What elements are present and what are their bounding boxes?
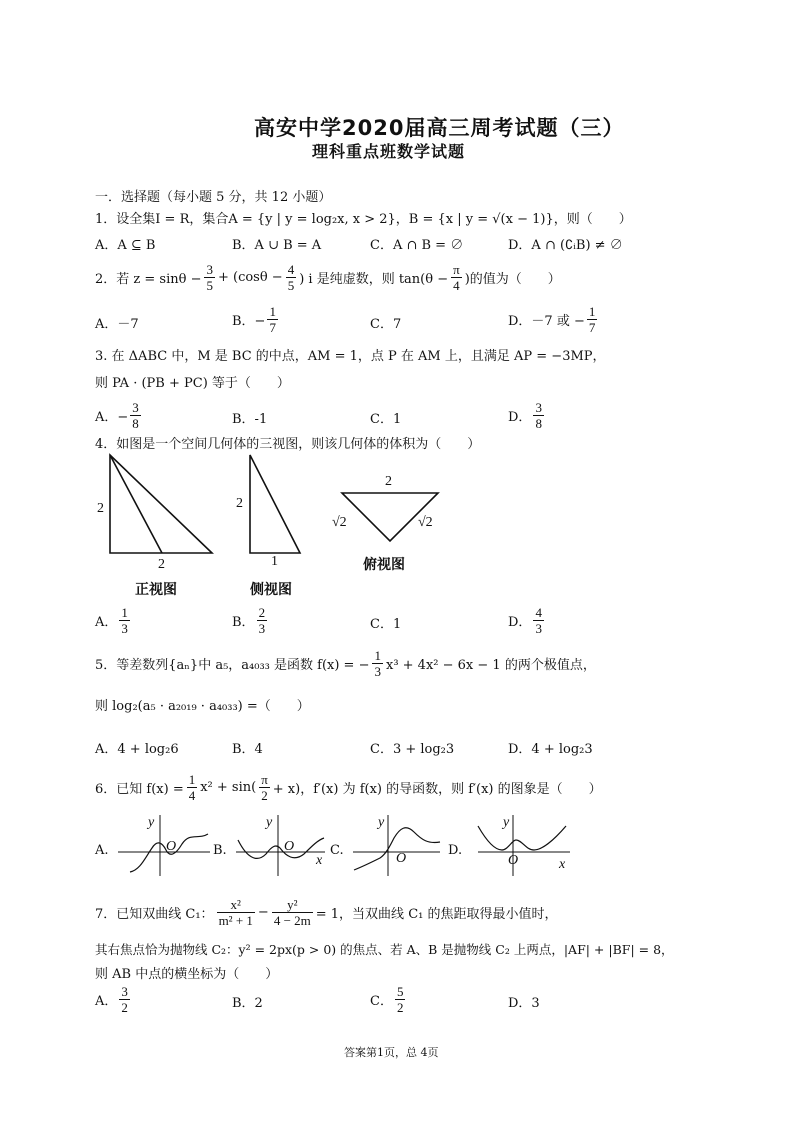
frac-den: 5	[206, 278, 213, 293]
q3-line1: 3. 在 ΔABC 中，M 是 BC 的中点，AM = 1，点 P 在 AM 上，且满足 AP = −3MP，	[95, 349, 606, 364]
q1-option-d: D．A ∩ (∁ᵢB) ≠ ∅	[508, 238, 623, 253]
front-view-inner-line	[110, 455, 162, 553]
option-text: A．	[95, 615, 118, 630]
frac-den: 3	[374, 664, 381, 679]
q7-stem-part: −	[257, 905, 269, 920]
page-title: 高安中学2020届高三周考试题（三）	[254, 116, 625, 140]
q1-option-b: B．A ∪ B = A	[232, 238, 322, 253]
option-fraction	[130, 400, 141, 431]
q7-stem	[95, 897, 558, 928]
q2-stem-part: )的值为（ ）	[464, 272, 561, 287]
frac-num: π	[453, 262, 460, 277]
frac-num: 4	[287, 262, 295, 277]
frac-num: 1	[188, 772, 196, 787]
q1-option-c: C．A ∩ B = ∅	[370, 238, 464, 253]
option-text: A．−	[95, 410, 129, 425]
q2-option-b	[232, 304, 278, 335]
q4-option-c: C．1	[370, 617, 402, 632]
frac-num: x²	[217, 897, 255, 913]
graph-d	[478, 815, 570, 876]
graph-b-y-label: y	[266, 815, 273, 830]
graph-b-origin: O	[284, 839, 295, 854]
q2-stem	[95, 262, 561, 293]
q5-stem	[95, 648, 596, 679]
frac-den: 4	[188, 788, 196, 803]
frac-num: 3	[121, 984, 128, 999]
q7-option-d: D．3	[508, 996, 540, 1011]
front-height-label: 2	[97, 501, 104, 516]
q6-graph-label-b: B.	[213, 843, 227, 858]
q7-stem-part: 7．已知双曲线 C₁：	[95, 907, 214, 922]
q5-fraction	[372, 648, 383, 679]
option-fraction	[587, 304, 598, 335]
q5-option-c: C．3 + log₂3	[370, 742, 455, 757]
graph-d-y-label: y	[503, 815, 510, 830]
frac-den: 2	[261, 788, 268, 803]
q4-option-d	[508, 605, 544, 636]
option-fraction	[267, 304, 278, 335]
q2-option-a: A．－7	[95, 317, 139, 332]
option-fraction	[257, 605, 268, 636]
q1-stem: 1．设全集I = R，集合A = {y | y = log₂x, x > 2}，B = {x | y = √(x − 1)}，则（ ）	[95, 212, 632, 227]
page-footer: 答案第1页，总 4页	[344, 1046, 439, 1059]
frac-den: m² + 1	[218, 913, 253, 928]
front-view-label: 正视图	[135, 582, 177, 598]
graph-b-x-label: x	[316, 853, 323, 868]
q6-graph-label-d: D.	[448, 843, 463, 858]
frac-num: 4	[535, 605, 542, 620]
q2-stem-part: + (cosθ −	[217, 270, 283, 285]
page-subtitle: 理科重点班数学试题	[312, 142, 466, 161]
q5-stem-part: x³ + 4x² − 6x − 1 的两个极值点，	[385, 658, 596, 673]
q5-option-b: B．4	[232, 742, 263, 757]
frac-den: 3	[258, 621, 266, 636]
frac-num: 1	[269, 304, 276, 319]
q6-fraction-2	[259, 772, 270, 803]
option-text: D．	[508, 615, 532, 630]
q4-stem: 4．如图是一个空间几何体的三视图，则该几何体的体积为（ ）	[95, 437, 481, 452]
option-fraction	[533, 605, 544, 636]
section-heading: 一．选择题（每小题 5 分，共 12 小题）	[95, 190, 332, 205]
q2-option-c: C．7	[370, 317, 402, 332]
frac-num: 3	[535, 400, 542, 415]
q2-fraction-1	[204, 262, 215, 293]
graph-c-origin: O	[396, 851, 407, 866]
q6-stem	[95, 772, 602, 803]
q4-option-b	[232, 605, 267, 636]
frac-den: 3	[121, 621, 128, 636]
frac-num: 1	[121, 605, 128, 620]
side-height-label: 2	[236, 496, 243, 511]
three-view-figure	[90, 450, 450, 600]
graph-a-origin: O	[166, 839, 177, 854]
frac-num: 3	[206, 262, 213, 277]
q5-option-d: D．4 + log₂3	[508, 742, 593, 757]
q6-stem-part: 6．已知 f(x) =	[95, 782, 184, 797]
q2-fraction-2	[286, 262, 297, 293]
q7-fraction-1	[217, 897, 255, 928]
graph-d-origin: O	[508, 853, 519, 868]
option-text: C．	[370, 994, 393, 1009]
graph-a	[118, 815, 210, 876]
option-fraction	[533, 400, 544, 431]
q6-graph-label-a: A.	[95, 843, 109, 858]
option-text: B．	[232, 615, 255, 630]
q6-graphs	[110, 810, 580, 880]
frac-num: 1	[588, 304, 596, 319]
frac-den: 8	[535, 416, 542, 431]
top-left-label: √2	[332, 515, 347, 530]
option-text: B．−	[232, 314, 266, 329]
frac-num: 5	[396, 984, 404, 999]
q2-option-d	[508, 304, 597, 335]
frac-num: 2	[258, 605, 266, 620]
frac-num: 3	[132, 400, 139, 415]
curve	[238, 838, 324, 858]
q2-stem-part: ) i 是纯虚数，则 tan(θ −	[299, 272, 449, 287]
graph-d-x-label: x	[559, 857, 566, 872]
q5-line2: 则 log₂(a₅ · a₂₀₁₉ · a₄₀₃₃) =（ ）	[95, 699, 310, 714]
side-view-triangle	[250, 455, 300, 553]
curve	[478, 826, 566, 850]
q5-stem-part: 5．等差数列{aₙ}中 a₅，a₄₀₃₃ 是函数 f(x) = −	[95, 658, 370, 673]
side-view-label: 侧视图	[250, 582, 292, 598]
frac-den: 4 − 2m	[273, 913, 311, 928]
q6-fraction-1	[187, 772, 198, 803]
top-view-label: 俯视图	[363, 557, 405, 573]
q7-stem-part: = 1，当双曲线 C₁ 的焦距取得最小值时，	[315, 907, 558, 922]
side-base-label: 1	[271, 554, 278, 569]
frac-den: 4	[453, 278, 460, 293]
front-base-label: 2	[158, 557, 165, 572]
frac-den: 7	[588, 320, 596, 335]
q7-option-c	[370, 984, 405, 1015]
q7-fraction-2	[272, 897, 313, 928]
q4-option-a	[95, 605, 130, 636]
q1-option-a: A．A ⊆ B	[95, 238, 156, 253]
q3-option-b: B．-1	[232, 412, 268, 427]
frac-den: 2	[396, 1000, 404, 1015]
top-width-label: 2	[385, 474, 392, 489]
frac-den: 3	[535, 621, 542, 636]
frac-num: π	[261, 772, 268, 787]
q3-option-d	[508, 400, 544, 431]
graph-c-y-label: y	[378, 815, 385, 830]
q2-stem-part: 2．若 z = sinθ −	[95, 272, 202, 287]
option-text: D．－7 或 −	[508, 314, 585, 329]
option-fraction	[395, 984, 406, 1015]
frac-num: y²	[272, 897, 313, 913]
q6-graph-label-c: C.	[330, 843, 344, 858]
q3-option-c: C．1	[370, 412, 402, 427]
option-fraction	[119, 605, 130, 636]
q5-option-a: A．4 + log₂6	[95, 742, 179, 757]
frac-den: 2	[121, 1000, 128, 1015]
graph-a-y-label: y	[148, 815, 155, 830]
q7-line2: 其右焦点恰为抛物线 C₂：y² = 2px(p > 0) 的焦点、若 A、B 是抛物线 C₂ 上两点，|AF| + |BF| = 8，	[95, 942, 674, 957]
q6-stem-part: + x)，f′(x) 为 f(x) 的导函数，则 f′(x) 的图象是（ ）	[272, 782, 602, 797]
front-view-triangle	[110, 455, 212, 553]
q6-stem-part: x² + sin(	[200, 780, 257, 795]
frac-num: 1	[374, 648, 381, 663]
frac-den: 5	[287, 278, 295, 293]
graph-b	[236, 815, 325, 876]
q7-line3: 则 AB 中点的横坐标为（ ）	[95, 967, 279, 982]
option-fraction	[119, 984, 130, 1015]
q7-option-a	[95, 984, 130, 1015]
top-right-label: √2	[418, 515, 433, 530]
option-text: A．	[95, 994, 118, 1009]
q3-line2: 则 PA · (PB + PC) 等于（ ）	[95, 376, 290, 391]
option-text: D．	[508, 410, 532, 425]
q7-option-b: B．2	[232, 996, 263, 1011]
q2-fraction-3	[451, 262, 462, 293]
q3-option-a	[95, 400, 141, 431]
frac-den: 8	[132, 416, 139, 431]
frac-den: 7	[269, 320, 276, 335]
